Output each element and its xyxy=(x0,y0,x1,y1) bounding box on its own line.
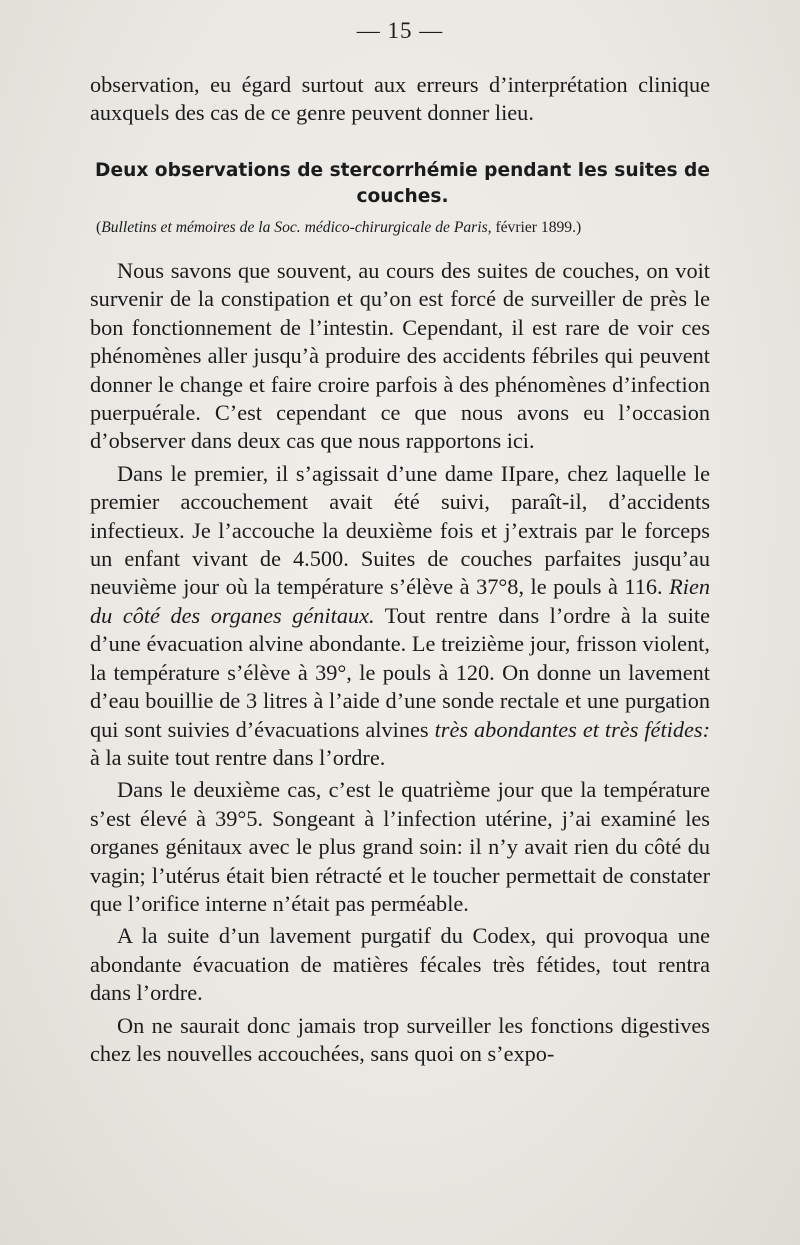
paragraph-3: Dans le deuxième cas, c’est le quatrième jour que la température s’est élevé à 39°5. Songeant à l’infection utérine, j’ai examiné les organes génitaux avec le plus grand soin: il n’y avait rien du côté du vagin; l’utérus était bien rétracté et le toucher permettait de constater que l’orifice interne n’était pas perméable. xyxy=(90,777,710,916)
citation-open-paren: ( xyxy=(96,219,102,236)
body-text xyxy=(90,257,710,1068)
citation xyxy=(96,218,706,238)
paragraph-1: Nous savons que souvent, au cours des suites de couches, on voit survenir de la constipation et qu’on est forcé de surveiller de près le bon fonctionnement de l’intestin. Cependant, il est rare de voir ces phénomènes aller jusqu’à produire des accidents fébriles qui peuvent donner le change et faire croire parfois à des phénomènes d’infection puerpuérale. C’est cependant ce que nous avons eu l’occasion d’observer dans deux cas que nous rapportons ici. xyxy=(90,258,710,454)
page-number: — 15 — xyxy=(356,18,444,43)
paragraph-2-part-3: à la suite tout rentre dans l’ordre. xyxy=(90,744,386,770)
paragraph-2-emphasis-2: très abondantes et très fétides: xyxy=(434,716,710,742)
paragraph-2-part-1: Dans le premier, il s’agissait d’une dame IIpare, chez laquelle le premier accouchement avait été suivi, paraît-il, d’accidents infectieux. Je l’accouche la deuxième fois et j’extrais par le forceps un enfant vivant de 4.500. Suites de couches parfaites jusqu’au neuvième jour où la température s’élève à 37°8, le pouls à 116. xyxy=(90,460,710,600)
paragraph-2-part-2: Tout rentre dans l’ordre à la suite d’une évacuation alvine abondante. Le treizième jour, frisson violent, la température s’élève à 39°, le pouls à 120. On donne un lavement d’eau bouillie de 3 litres à l’aide d’une sonde rectale et une purgation qui sont suivies d’évacuations alvines xyxy=(90,602,710,742)
section-heading: Deux observations de stercorrhémie pendant les suites de couches. xyxy=(95,160,710,207)
paragraph-2 xyxy=(90,460,710,772)
opening-paragraph: observation, eu égard surtout aux erreurs d’interprétation clinique auxquels des cas de ce genre peuvent donner lieu. xyxy=(90,72,710,126)
paragraph-5: On ne saurait donc jamais trop surveiller les fonctions digestives chez les nouvelles accouchées, sans quoi on s’expo- xyxy=(90,1012,710,1066)
citation-source: Bulletins et mémoires de la Soc. médico-chirurgicale de Paris, xyxy=(101,219,492,236)
paragraph-4: A la suite d’un lavement purgatif du Codex, qui provoqua une abondante évacuation de matières fécales très fétides, tout rentra dans l’ordre. xyxy=(90,923,710,1006)
paragraph-2-emphasis-1: Rien du côté des organes génitaux. xyxy=(90,574,710,628)
citation-date: février 1899.) xyxy=(491,219,582,236)
